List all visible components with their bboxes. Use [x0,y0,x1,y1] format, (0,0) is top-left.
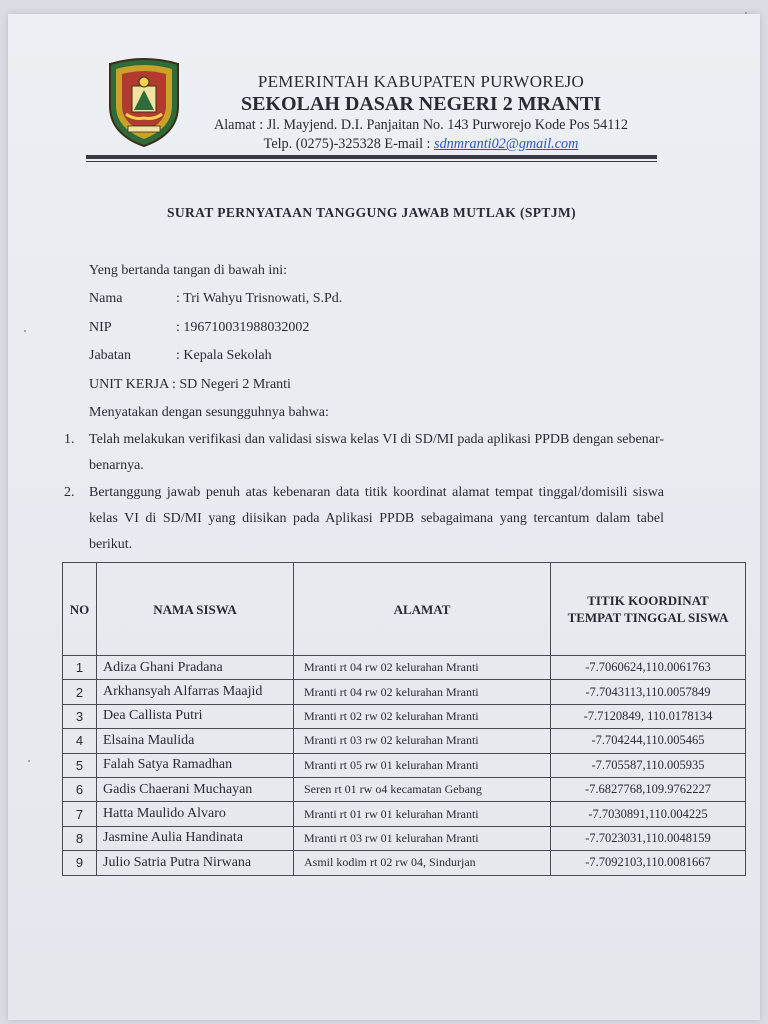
cell-no: 4 [63,729,97,753]
table-row [63,802,746,826]
cell-coordinate: -7.7060624,110.0061763 [551,656,746,680]
cell-address: Mranti rt 05 rw 01 kelurahan Mranti [294,753,551,777]
cell-no: 5 [63,753,97,777]
email-link[interactable]: sdnmranti02@gmail.com [434,136,579,152]
intro-text: Yeng bertanda tangan di bawah ini: [89,263,288,278]
jabatan-value: : Kepala Sekolah [176,348,272,363]
letterhead [196,72,646,154]
cell-coordinate: -7.6827768,109.9762227 [551,777,746,801]
list-item-text: Bertanggung jawab penuh atas kebenaran data titik koordinat alamat tempat tinggal/domisili siswa kelas VI di SD/MI yang diisikan pada Aplikasi PPDB sebagaimana yang tercantum dalam tabel berikut. [89,485,664,552]
table-row [63,656,746,680]
jabatan-label: Jabatan [89,348,131,363]
cell-coordinate: -7.7120849, 110.0178134 [551,704,746,728]
cell-no: 9 [63,851,97,875]
cell-name: Hatta Maulido Alvaro [97,802,294,826]
regency-crest-icon [104,56,184,148]
list-item [64,427,664,479]
school-name: SEKOLAH DASAR NEGERI 2 MRANTI [240,93,602,115]
statement-text: Menyatakan dengan sesungguhnya bahwa: [89,405,329,420]
nama-value: : Tri Wahyu Trisnowati, S.Pd. [176,291,343,306]
header-no: NO [63,563,97,656]
cell-no: 8 [63,826,97,850]
table-row [63,680,746,704]
letterhead-divider-thick [86,155,657,159]
list-number: 1. [64,432,75,447]
table-row [63,753,746,777]
cell-address: Mranti rt 01 rw 01 kelurahan Mranti [294,802,551,826]
scan-speck [28,760,30,762]
cell-coordinate: -7.7043113,110.0057849 [551,680,746,704]
cell-no: 7 [63,802,97,826]
letterhead-divider-thin [86,161,657,162]
list-number: 2. [64,485,75,500]
cell-address: Mranti rt 03 rw 01 kelurahan Mranti [294,826,551,850]
cell-name: Falah Satya Ramadhan [97,753,294,777]
student-coordinate-table [62,562,746,876]
cell-no: 6 [63,777,97,801]
cell-address: Mranti rt 04 rw 02 kelurahan Mranti [294,680,551,704]
school-address: Alamat : Jl. Mayjend. D.I. Panjaitan No. 143 Purworejo Kode Pos 54112 [213,117,628,133]
cell-coordinate: -7.7023031,110.0048159 [551,826,746,850]
cell-address: Mranti rt 02 rw 02 kelurahan Mranti [294,704,551,728]
table-row [63,851,746,875]
document-title: SURAT PERNYATAAN TANGGUNG JAWAB MUTLAK (SPTJM) [166,205,577,220]
cell-name: Adiza Ghani Pradana [97,656,294,680]
table-row [63,777,746,801]
nip-value: : 196710031988032002 [176,320,310,335]
header-name: NAMA SISWA [97,563,294,656]
header-coordinate: TITIK KOORDINAT TEMPAT TINGGAL SISWA [551,563,746,656]
government-name: PEMERINTAH KABUPATEN PURWOREJO [257,72,585,91]
scan-speck [24,330,26,332]
cell-address: Mranti rt 03 rw 02 kelurahan Mranti [294,729,551,753]
cell-address: Seren rt 01 rw o4 kecamatan Gebang [294,777,551,801]
cell-coordinate: -7.705587,110.005935 [551,753,746,777]
cell-name: Jasmine Aulia Handinata [97,826,294,850]
table-header-row [63,563,746,656]
list-item [64,480,664,558]
cell-address: Asmil kodim rt 02 rw 04, Sindurjan [294,851,551,875]
table-row [63,729,746,753]
phone-text: Telp. (0275)-325328 E-mail : [263,136,435,152]
unit-kerja: UNIT KERJA : SD Negeri 2 Mranti [89,377,291,392]
cell-name: Gadis Chaerani Muchayan [97,777,294,801]
cell-name: Julio Satria Putra Nirwana [97,851,294,875]
table-row [63,826,746,850]
cell-no: 1 [63,656,97,680]
cell-name: Elsaina Maulida [97,729,294,753]
scan-speck [745,12,747,14]
cell-name: Arkhansyah Alfarras Maajid [97,680,294,704]
list-item-text: Telah melakukan verifikasi dan validasi siswa kelas VI di SD/MI pada aplikasi PPDB dengan sebenar-benarnya. [89,432,664,473]
cell-name: Dea Callista Putri [97,704,294,728]
cell-address: Mranti rt 04 rw 02 kelurahan Mranti [294,656,551,680]
cell-coordinate: -7.7092103,110.0081667 [551,851,746,875]
nama-label: Nama [89,291,123,306]
cell-coordinate: -7.7030891,110.004225 [551,802,746,826]
header-address: ALAMAT [294,563,551,656]
school-contact [196,135,646,154]
cell-coordinate: -7.704244,110.005465 [551,729,746,753]
cell-no: 2 [63,680,97,704]
table-row [63,704,746,728]
cell-no: 3 [63,704,97,728]
nip-label: NIP [89,320,112,335]
